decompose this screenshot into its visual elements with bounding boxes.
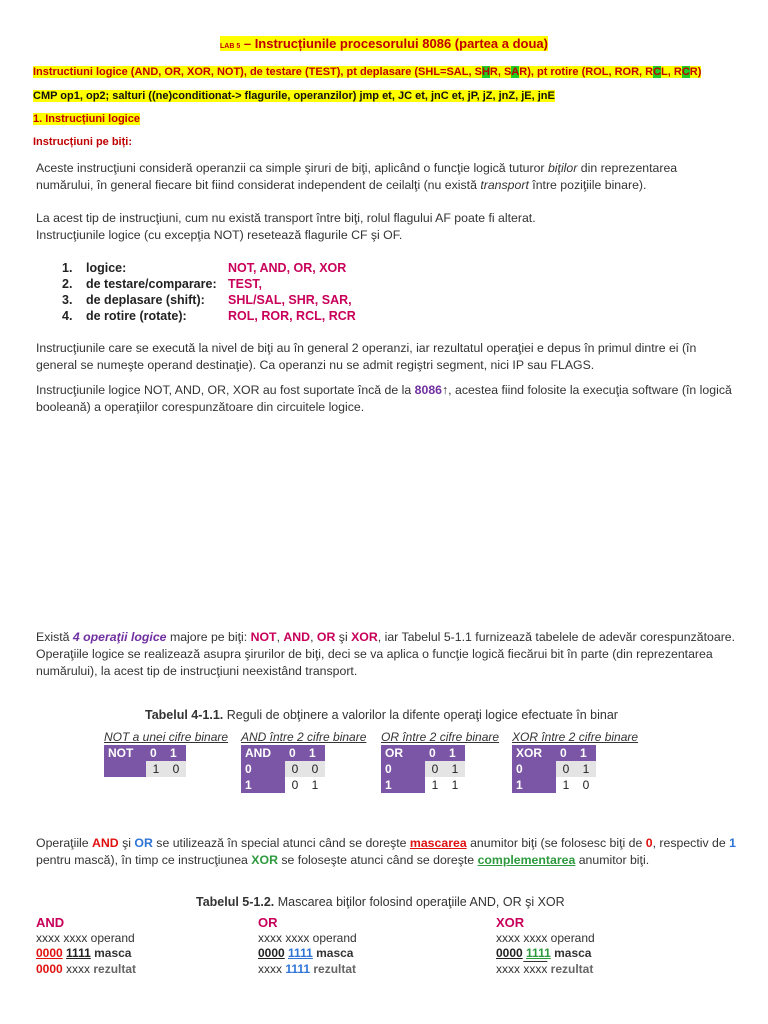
intro-paragraph: Aceste instrucţiuni consideră operanzii ca simple şiruri de biţi, aplicând o funcţie logică tuturor biţilor din reprezentarea numărului, în general fiecare bit fiind considerat independent de ceilalţi (nu există transport între poziţiile binare).: [36, 161, 678, 192]
or-truth-table: OR între 2 cifre binare OR 0 1 0 0 1 1 1 1: [381, 730, 500, 792]
and-mask-example: AND xxxx xxxx operand 0000 1111 masca 0000 xxxx rezultat: [36, 915, 137, 976]
section-heading: 1. Instrucțiuni logice: [33, 113, 140, 125]
lab-number: LAB 5: [220, 43, 241, 50]
or-mask-example: OR xxxx xxxx operand 0000 1111 masca xxxx 1111 rezultat: [258, 915, 357, 976]
list-item: 1. logice: NOT, AND, OR, XOR: [62, 261, 347, 275]
xor-mask-example: XOR xxxx xxxx operand 0000 1111 masca xxxx xxxx rezultat: [496, 915, 595, 976]
list-item: 4. de rotire (rotate): ROL, ROR, RCL, RCR: [62, 309, 356, 323]
xor-truth-table: XOR între 2 cifre binare XOR 0 1 0 0 1 1 1 0: [512, 730, 639, 792]
operations-paragraph: Există 4 operaţii logice majore pe biţi: NOT, AND, OR şi XOR, iar Tabelul 5-1.1 furnizează tabelele de adevăr corespunzătoare. Operaţiile logice se realizează asupra şirurilor de biţi, deci se va aplica o funcţie logică fiecărui bit în parte (din reprezentarea numărului), la acest tip de instrucţiuni neexistând transport.: [36, 630, 736, 678]
list-item: 3. de deplasare (shift): SHL/SAL, SHR, SAR,: [62, 293, 352, 307]
topics-line: Instructiuni logice (AND, OR, XOR, NOT), de testare (TEST), pt deplasare (SHL=SAL, SHR, SAR), pt rotire (ROL, ROR, RCL, RCR): [33, 66, 702, 78]
history-paragraph: Instrucţiunile logice NOT, AND, OR, XOR au fost suportate încă de la 8086↑, acestea fiind folosite la execuţia software (în logică booleană) a operaţiilor corespunzătoare din circuitele logice.: [36, 383, 732, 414]
page-title: [0, 36, 768, 51]
flags-paragraph: La acest tip de instrucţiuni, cum nu există transport între biţi, rolul flagului AF poate fi alterat. Instrucţiunile logice (cu excepţia NOT) resetează flagurile CF şi OF.: [36, 211, 536, 242]
instruction-categories-list: [62, 261, 356, 325]
list-item: 2. de testare/comparare: TEST,: [62, 277, 263, 291]
title-text: – Instrucțiunile procesorului 8086 (partea a doua): [240, 36, 548, 51]
operands-paragraph: Instrucţiunile care se execută la nivel de biţi au în general 2 operanzi, iar rezultatul operaţiei e depus în primul dintre ei (în general se numeşte operand destinaţie). Ca operanzi nu se admit regiştri segment, nici IP sau FLAGS.: [36, 341, 697, 372]
and-truth-table: AND între 2 cifre binare AND 0 1 0 0 0 1 0 1: [241, 730, 367, 792]
jumps-line: CMP op1, op2; salturi ((ne)conditionat-> flagurile, operanzilor) jmp et, JC et, jnC et, jP, jZ, jnZ, jE, jnE: [33, 90, 555, 102]
table2-caption: Tabelul 5-1.2. Mascarea biţilor folosind operaţiile AND, OR şi XOR: [196, 895, 565, 909]
table1-caption: Tabelul 4-1.1. Reguli de obţinere a valorilor la difente operaţi logice efectuate în binar: [145, 708, 618, 722]
not-truth-table: NOT a unei cifre binare NOT 0 1 1 0: [104, 730, 229, 776]
subsection-heading: Instrucțiuni pe biți:: [33, 136, 132, 148]
masking-paragraph: Operaţiile AND şi OR se utilizează în special atunci când se doreşte mascarea anumitor biţi (se folosesc biţi de 0, respectiv de 1 pentru mască), în timp ce instrucţiunea XOR se foloseşte atunci când se doreşte complementarea anumitor biţi.: [36, 836, 736, 867]
